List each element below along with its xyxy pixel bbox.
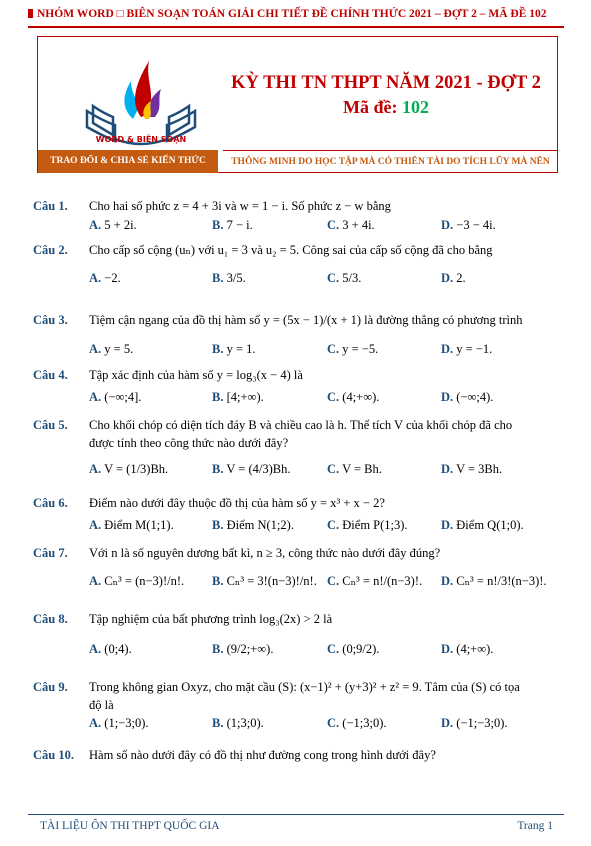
option-d[interactable]: D. (−∞;4). — [441, 390, 494, 404]
question-text: Với n là số nguyên dương bất kì, n ≥ 3, công thức nào dưới đây đúng? — [89, 546, 441, 560]
option-b[interactable]: B. 7 − i. — [212, 218, 253, 232]
option-a[interactable]: A. (1;−3;0). — [89, 716, 149, 730]
exam-code-label: Mã đề: — [343, 97, 398, 117]
option-a[interactable]: A. 5 + 2i. — [89, 218, 137, 232]
exam-title: KỲ THI TN THPT NĂM 2021 - ĐỢT 2 — [231, 73, 541, 93]
bookmark-icon — [28, 9, 33, 18]
question-text: Trong không gian Oxyz, cho mặt cầu (S): (x−1)² + (y+3)² + z² = 9. Tâm của (S) có tọa — [89, 680, 520, 694]
exam-code-number: 102 — [401, 97, 429, 117]
question-label: Câu 4. — [33, 368, 68, 382]
option-b[interactable]: B. (9/2;+∞). — [212, 642, 274, 656]
exam-code — [226, 97, 546, 118]
question-label: Câu 6. — [33, 496, 68, 510]
option-d[interactable]: D. Cₙ³ = n!/3!(n−3)!. — [441, 574, 547, 588]
band-left: TRAO ĐỔI & CHIA SẺ KIẾN THỨC — [38, 150, 218, 173]
question-text: Cho khối chóp có diện tích đáy B và chiều cao là h. Thể tích V của khối chóp đã cho — [89, 418, 513, 432]
footer-rule — [28, 814, 564, 815]
question-text: Điểm nào dưới đây thuộc đồ thị của hàm số y = x³ + x − 2? — [89, 496, 385, 510]
option-b[interactable]: B. V = (4/3)Bh. — [212, 462, 291, 476]
option-b[interactable]: B. 3/5. — [212, 271, 246, 285]
exam-header — [37, 36, 558, 173]
option-c[interactable]: C. 5/3. — [327, 271, 362, 285]
question-label: Câu 1. — [33, 199, 68, 213]
question-text: Tiệm cận ngang của đồ thị hàm số y = (5x − 1)/(x + 1) là đường thẳng có phương trình — [89, 313, 523, 327]
option-c[interactable]: C. y = −5. — [327, 342, 379, 356]
question-label: Câu 8. — [33, 612, 68, 626]
option-c[interactable]: C. (0;9/2). — [327, 642, 380, 656]
option-b[interactable]: B. [4;+∞). — [212, 390, 264, 404]
option-d[interactable]: D. −3 − 4i. — [441, 218, 496, 232]
option-b[interactable]: B. (1;3;0). — [212, 716, 264, 730]
footer-left: TÀI LIỆU ÔN THI THPT QUỐC GIA — [40, 820, 220, 832]
question-text-line2: độ là — [89, 698, 114, 712]
option-c[interactable]: C. Cₙ³ = n!/(n−3)!. — [327, 574, 423, 588]
option-c[interactable]: C. (4;+∞). — [327, 390, 380, 404]
question-label: Câu 3. — [33, 313, 68, 327]
question-text: Hàm số nào dưới đây có đồ thị như đường cong trong hình dưới đây? — [89, 748, 436, 762]
top-bar — [28, 8, 563, 26]
option-a[interactable]: A. (−∞;4]. — [89, 390, 142, 404]
band-right: THÔNG MINH DO HỌC TẬP MÀ CÓ THIÊN TÀI DO TÍCH LŨY MÀ NÊN — [223, 150, 558, 173]
option-c[interactable]: C. (−1;3;0). — [327, 716, 387, 730]
question-label: Câu 7. — [33, 546, 68, 560]
option-c[interactable]: C. 3 + 4i. — [327, 218, 375, 232]
option-b[interactable]: B. y = 1. — [212, 342, 256, 356]
option-d[interactable]: D. Điểm Q(1;0). — [441, 518, 524, 532]
question-label: Câu 2. — [33, 243, 68, 257]
question-label: Câu 5. — [33, 418, 68, 432]
option-a[interactable]: A. Cₙ³ = (n−3)!/n!. — [89, 574, 185, 588]
top-rule — [28, 26, 564, 28]
option-a[interactable]: A. y = 5. — [89, 342, 134, 356]
question-text: Cho hai số phức z = 4 + 3i và w = 1 − i. Số phức z − w bằng — [89, 199, 391, 213]
option-d[interactable]: D. y = −1. — [441, 342, 493, 356]
question-text-line2: được tính theo công thức nào dưới đây? — [89, 436, 289, 450]
question-text: Tập nghiệm của bất phương trình log₃(2x) > 2 là — [89, 612, 333, 626]
option-a[interactable]: A. −2. — [89, 271, 121, 285]
question-label: Câu 10. — [33, 748, 74, 762]
question-text: Tập xác định của hàm số y = log₃(x − 4) là — [89, 368, 303, 382]
logo — [73, 51, 209, 151]
question-label: Câu 9. — [33, 680, 68, 694]
option-b[interactable]: B. Điểm N(1;2). — [212, 518, 294, 532]
option-b[interactable]: B. Cₙ³ = 3!(n−3)!/n!. — [212, 574, 317, 588]
option-c[interactable]: C. Điểm P(1;3). — [327, 518, 408, 532]
option-a[interactable]: A. V = (1/3)Bh. — [89, 462, 169, 476]
option-d[interactable]: D. (−1;−3;0). — [441, 716, 508, 730]
option-d[interactable]: D. V = 3Bh. — [441, 462, 503, 476]
option-d[interactable]: D. 2. — [441, 271, 466, 285]
logo-caption: WORD & BIÊN SOẠN — [95, 135, 187, 144]
option-d[interactable]: D. (4;+∞). — [441, 642, 494, 656]
option-a[interactable]: A. (0;4). — [89, 642, 132, 656]
question-text: Cho cấp số cộng (uₙ) với u₁ = 3 và u₂ = 5. Công sai của cấp số cộng đã cho bằng — [89, 243, 493, 257]
option-a[interactable]: A. Điểm M(1;1). — [89, 518, 174, 532]
top-bar-text: NHÓM WORD □ BIÊN SOẠN TOÁN GIẢI CHI TIẾT ĐỀ CHÍNH THỨC 2021 – ĐỢT 2 – MÃ ĐỀ 102 — [37, 8, 547, 20]
option-c[interactable]: C. V = Bh. — [327, 462, 382, 476]
page-number: Trang 1 — [517, 820, 553, 832]
